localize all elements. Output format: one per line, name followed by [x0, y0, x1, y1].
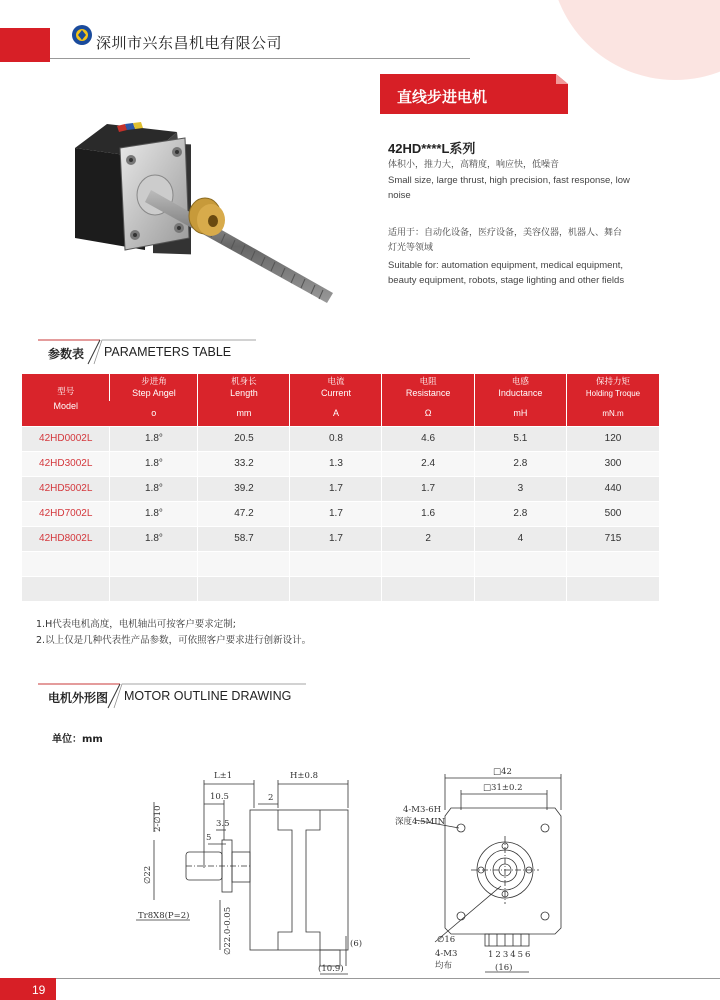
model-cell: 42HD8002L [22, 526, 110, 551]
value-cell: 1.7 [290, 526, 382, 551]
table-notes [36, 617, 311, 649]
dim-4-m3: 4-M3 [435, 949, 458, 959]
value-cell: 1.8° [110, 501, 198, 526]
desc-en: Small size, large thrust, high precision, fast response, low noise [388, 175, 630, 201]
value-cell: 1.6 [382, 501, 474, 526]
th-unit-inductance: mH [474, 401, 566, 426]
model-cell: 42HD3002L [22, 451, 110, 476]
value-cell [110, 551, 198, 576]
drawing-section-header [36, 680, 296, 710]
pin-numbers: 123456 [488, 950, 533, 960]
dim-10-5: 10.5 [210, 792, 229, 802]
value-cell: 2.8 [474, 501, 566, 526]
product-title: 直线步进电机 [397, 88, 488, 106]
value-cell [474, 551, 566, 576]
value-cell: 2 [382, 526, 474, 551]
th-holding-torque: 保持力矩 Holding Troque [566, 374, 659, 401]
th-step-angle: 步进角 Step Angel [110, 374, 198, 401]
dim-tr8x8: Tr8X8(P=2) [138, 911, 190, 921]
parameters-table [22, 374, 659, 601]
page-number: 19 [32, 983, 46, 997]
value-cell: 440 [566, 476, 659, 501]
value-cell: 1.7 [290, 476, 382, 501]
dim-5: 5 [206, 833, 212, 843]
th-length: 机身长 Length [198, 374, 290, 401]
value-cell: 0.8 [290, 426, 382, 451]
front-view-drawing [385, 760, 585, 980]
drawing-title-cn: 电机外形图 [48, 691, 109, 705]
company-logo [70, 24, 94, 50]
th-unit-current: A [290, 401, 382, 426]
page-number-box [0, 978, 56, 1000]
value-cell: 3 [474, 476, 566, 501]
th-inductance: 电感 Inductance [474, 374, 566, 401]
value-cell [198, 576, 290, 601]
value-cell: 58.7 [198, 526, 290, 551]
value-cell: 20.5 [198, 426, 290, 451]
model-cell [22, 551, 110, 576]
th-current: 电流 Current [290, 374, 382, 401]
dim-sq31: □31±0.2 [483, 783, 523, 793]
dim-2-phi10: 2-∅10 [153, 805, 163, 832]
th-unit-torque: mN.m [566, 401, 659, 426]
value-cell [290, 576, 382, 601]
value-cell: 4.6 [382, 426, 474, 451]
drawing-title-en: MOTOR OUTLINE DRAWING [124, 689, 292, 703]
value-cell: 47.2 [198, 501, 290, 526]
value-cell: 120 [566, 426, 659, 451]
th-unit-length: mm [198, 401, 290, 426]
value-cell: 4 [474, 526, 566, 551]
value-cell: 300 [566, 451, 659, 476]
value-cell: 1.7 [382, 476, 474, 501]
dim-l: L±1 [214, 771, 233, 781]
table-row [22, 426, 659, 451]
dim-6: (6) [350, 939, 363, 949]
dim-phi22: ∅22 [143, 865, 153, 884]
table-row [22, 526, 659, 551]
model-cell: 42HD7002L [22, 501, 110, 526]
value-cell: 33.2 [198, 451, 290, 476]
apply-en: Suitable for: automation equipment, medical equipment, beauty equipment, robots, stage lighting and other fields [388, 260, 625, 286]
dim-3-5: 3.5 [216, 819, 230, 829]
value-cell [382, 576, 474, 601]
value-cell: 1.8° [110, 426, 198, 451]
dim-h: H±0.8 [290, 771, 319, 781]
value-cell: 5.1 [474, 426, 566, 451]
model-cell: 42HD5002L [22, 476, 110, 501]
value-cell [382, 551, 474, 576]
desc-cn: 体积小，推力大，高精度，响应快，低噪音 [388, 160, 560, 170]
table-row [22, 551, 659, 576]
dim-even: 均布 [435, 961, 453, 971]
dim-4-m3-6h: 4-M3-6H [403, 805, 442, 815]
table-row [22, 576, 659, 601]
value-cell [290, 551, 382, 576]
value-cell: 500 [566, 501, 659, 526]
dim-2: 2 [268, 793, 274, 803]
value-cell: 1.3 [290, 451, 382, 476]
table-row [22, 451, 659, 476]
th-unit-resistance: Ω [382, 401, 474, 426]
table-row [22, 501, 659, 526]
value-cell: 2.8 [474, 451, 566, 476]
value-cell: 1.8° [110, 451, 198, 476]
motor-photo [65, 110, 345, 310]
header-divider [50, 58, 470, 59]
value-cell: 2.4 [382, 451, 474, 476]
corner-decoration [550, 0, 720, 80]
dim-phi16: ∅16 [437, 935, 456, 945]
side-view-drawing [130, 760, 380, 980]
apply-cn: 适用于：自动化设备，医疗设备，美容仪器，机器人、舞台灯光等领域 [388, 228, 623, 253]
th-resistance: 电阻 Resistance [382, 374, 474, 401]
model-cell [22, 576, 110, 601]
value-cell: 715 [566, 526, 659, 551]
value-cell [474, 576, 566, 601]
value-cell: 1.7 [290, 501, 382, 526]
unit-label: 单位：mm [52, 734, 103, 745]
dim-phi22-tol: ∅22.0-0.05 [223, 906, 233, 955]
params-title-en: PARAMETERS TABLE [104, 345, 232, 359]
value-cell: 1.8° [110, 526, 198, 551]
value-cell: 1.8° [110, 476, 198, 501]
company-name: 深圳市兴东昌机电有限公司 [96, 34, 283, 52]
value-cell [566, 551, 659, 576]
params-title-cn: 参数表 [48, 347, 85, 361]
header-red-block [0, 28, 50, 62]
params-section-header [36, 336, 296, 366]
note-2: 2.以上仅是几种代表性产品参数，可依照客户要求进行创新设计。 [36, 635, 312, 646]
value-cell [198, 551, 290, 576]
model-cell: 42HD0002L [22, 426, 110, 451]
series-name: 42HD****L系列 [388, 141, 476, 156]
footer-line [56, 978, 720, 979]
value-cell [110, 576, 198, 601]
dim-16: (16) [495, 963, 513, 973]
dim-depth: 深度4.5MIN [395, 817, 446, 827]
table-row [22, 476, 659, 501]
value-cell: 39.2 [198, 476, 290, 501]
dim-sq42: □42 [493, 767, 512, 777]
value-cell [566, 576, 659, 601]
th-unit-step: o [110, 401, 198, 426]
th-model: 型号 Model [22, 374, 110, 426]
note-1: 1.H代表电机高度，电机轴出可按客户要求定制; [36, 619, 236, 630]
dim-10-9: (10.9) [318, 964, 344, 974]
